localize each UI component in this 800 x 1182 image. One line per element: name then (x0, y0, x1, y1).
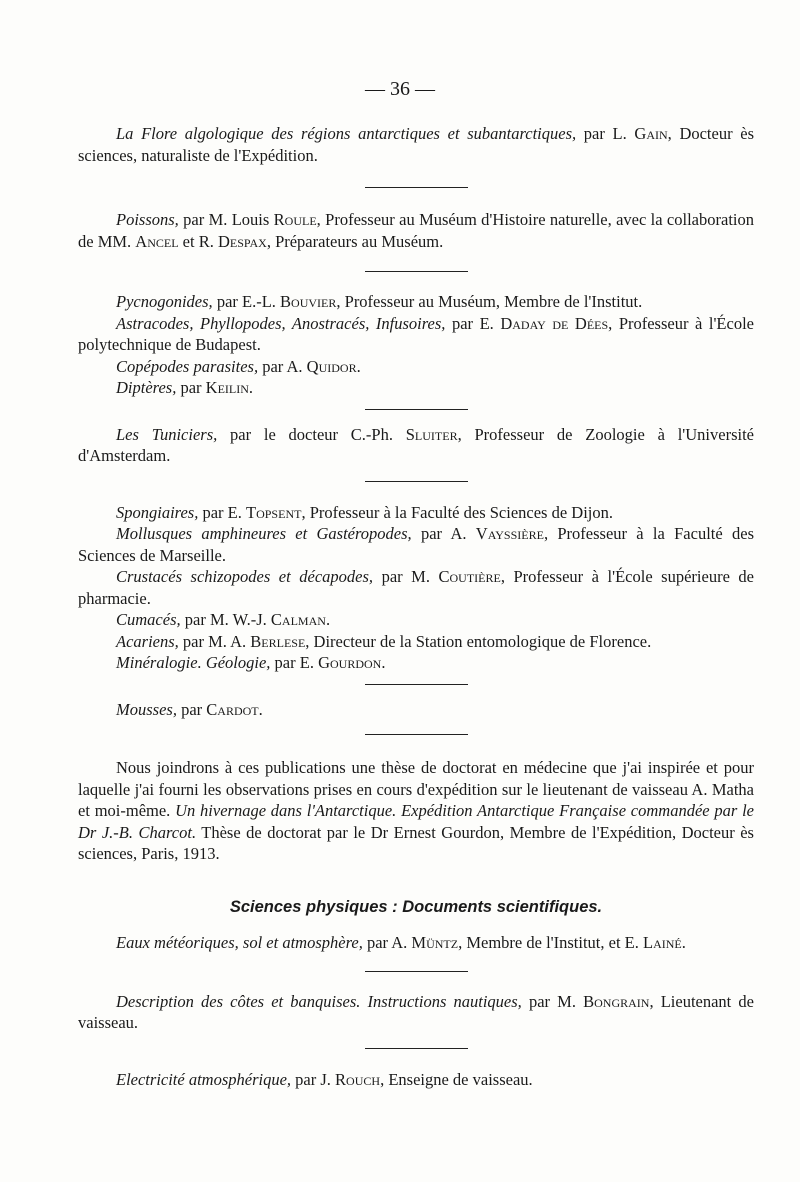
work-title: Eaux météoriques, sol et atmosphère, (116, 933, 363, 952)
work-title: Pycnogonides, (116, 292, 213, 311)
bibliography-entry (78, 609, 754, 631)
entry-text: . (248, 378, 254, 397)
thesis-title: Un hivernage dans l'Antarctique. Expédition Antarctique Française commandée par le Dr J.-B. Charcot. (78, 801, 755, 842)
bibliography-entry (78, 209, 754, 252)
work-title: Mousses, (116, 699, 177, 719)
entry-text: par le docteur C.-Ph. (217, 424, 406, 444)
separator-rule (365, 271, 468, 272)
work-title: Poissons, (116, 210, 179, 229)
bibliography-entry (78, 1069, 754, 1091)
bibliography-entry (78, 566, 754, 609)
entry-text: , Professeur à l'École supérieure de pharmacie. (78, 567, 754, 608)
page-number: — 36 — (365, 78, 435, 100)
entry-text: par E.-L. (212, 292, 281, 311)
bibliography-entry (78, 652, 754, 674)
author-name: Lainé (643, 933, 682, 952)
entry-text: . (381, 653, 386, 672)
entry-text: par (176, 699, 207, 719)
author-name: L. Gain (612, 124, 668, 143)
entry-text: , Professeur à la Faculté des Sciences de Marseille. (78, 524, 754, 565)
entry-text: , Directeur de la Station entomologique de Florence. (305, 631, 652, 651)
author-name: Bongrain (583, 991, 650, 1011)
entry-text: . (258, 699, 263, 719)
author-name: Vayssière (475, 524, 544, 543)
entry-text: par (576, 124, 613, 143)
author-name: Keilin (205, 378, 249, 397)
entry-text: . (325, 610, 331, 629)
bibliography-entry (78, 631, 754, 653)
bibliography-entry (78, 356, 754, 378)
bibliography-entry (78, 502, 754, 524)
entry-text: par M. W.-J. (180, 610, 271, 629)
entry-text: , Professeur au Muséum, Membre de l'Institut. (336, 292, 643, 311)
work-title: Les Tuniciers, (116, 424, 218, 444)
author-name: Calman (270, 610, 326, 629)
entry-text: par M. Louis (178, 210, 274, 229)
author-name: Rouch (335, 1069, 381, 1089)
author-name: Müntz (411, 933, 459, 952)
author-name: Roule (273, 210, 317, 229)
work-title: Description des côtes et banquises. Instructions nautiques, (116, 991, 522, 1011)
separator-rule (365, 481, 468, 482)
author-name: Sluiter (405, 424, 458, 444)
author-name: Berlese (250, 631, 306, 651)
entry-text: Thèse de doctorat par le Dr Ernest Gourdon, Membre de l'Expédition, Docteur ès sciences, Paris, 1913. (78, 822, 754, 863)
author-name: Quidor (306, 356, 357, 376)
author-name: Topsent (246, 502, 302, 522)
thesis-paragraph (78, 757, 754, 865)
author-name: Cardot (206, 699, 259, 719)
work-title: Minéralogie. Géologie, (116, 653, 271, 672)
entry-text: par J. (291, 1069, 336, 1089)
entry-text: par E. (445, 313, 501, 333)
entry-text: . (681, 933, 686, 952)
entry-text: par (176, 378, 206, 397)
entry-text: , Professeur à la Faculté des Sciences de Dijon. (301, 502, 614, 522)
section-heading: Sciences physiques : Documents scientifiques. (229, 897, 603, 916)
author-name: Bouvier (280, 292, 337, 311)
bibliography-entry (78, 932, 754, 954)
entry-text: , Lieutenant de vaisseau. (78, 991, 754, 1032)
entry-text: par M. A. (178, 631, 251, 651)
entry-text: , Professeur au Muséum d'Histoire naturelle, avec la collaboration de MM. (78, 210, 754, 251)
work-title: Electricité atmosphérique, (116, 1069, 292, 1089)
entry-text: par A. (362, 933, 412, 952)
bibliography-entry (78, 991, 754, 1034)
entry-text: par M. (373, 567, 439, 586)
bibliography-entry (78, 699, 754, 721)
entry-text: par M. (521, 991, 584, 1011)
author-name: Gourdon (318, 653, 382, 672)
entry-text: , Enseigne de vaisseau. (380, 1069, 533, 1089)
author-name: Daday de Dées (500, 313, 609, 333)
work-title: La Flore algologique des régions antarctiques et subantarctiques, (116, 124, 577, 143)
work-title: Astracodes, Phyllopodes, Anostracés, Infusoires, (116, 313, 446, 333)
bibliography-entry (78, 523, 754, 566)
separator-rule (365, 734, 468, 735)
separator-rule (365, 1048, 468, 1049)
separator-rule (365, 187, 468, 188)
entry-text: , Professeur de Zoologie à l'Université d'Amsterdam. (78, 424, 754, 465)
work-title: Cumacés, (116, 610, 181, 629)
entry-text: . (356, 356, 361, 376)
entry-text: par A. (411, 524, 476, 543)
bibliography-entry (78, 377, 754, 399)
separator-rule (365, 971, 468, 972)
entry-text: , Docteur ès sciences, naturaliste de l'Expédition. (78, 124, 754, 165)
page-body (78, 118, 754, 1090)
separator-rule (365, 684, 468, 685)
entry-text: par A. (258, 356, 307, 376)
entry-text: , Professeur à l'École polytechnique de Budapest. (78, 313, 754, 354)
work-title: Crustacés schizopodes et décapodes, (116, 567, 374, 586)
bibliography-entry (78, 291, 754, 313)
entry-text: Nous joindrons à ces publications une thèse de doctorat en médecine que j'ai inspirée et pour laquelle j'ai fourni les observations prises en cours d'expédition sur le lieutenant de vaisseau A. Matha et moi-même. (78, 758, 754, 820)
separator-rule (365, 409, 468, 410)
entry-text: et (178, 231, 199, 251)
work-title: Copépodes parasites, (116, 356, 259, 376)
work-title: Spongiaires, (116, 502, 199, 522)
entry-text: par E. (198, 502, 247, 522)
entry-text: , Membre de l'Institut, et E. (458, 933, 643, 952)
author-name: Coutière (438, 567, 501, 586)
entry-text: par E. (270, 653, 319, 672)
author-name: R. Despax (198, 231, 267, 251)
work-title: Diptères, (116, 378, 177, 397)
bibliography-entry (78, 424, 754, 467)
author-name: Ancel (135, 231, 179, 251)
bibliography-entry (78, 123, 754, 166)
work-title: Acariens, (116, 631, 179, 651)
work-title: Mollusques amphineures et Gastéropodes, (116, 524, 412, 543)
entry-text: , Préparateurs au Muséum. (266, 231, 444, 251)
bibliography-entry (78, 313, 754, 356)
